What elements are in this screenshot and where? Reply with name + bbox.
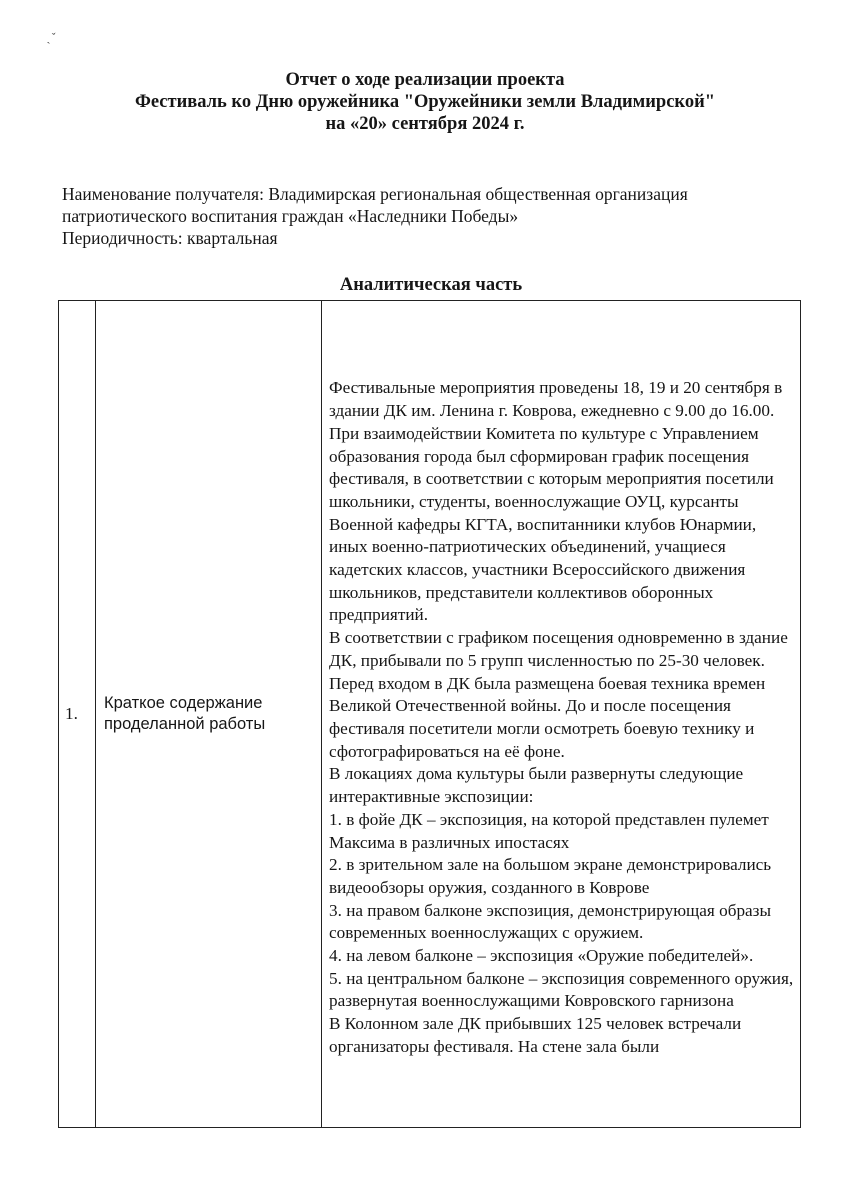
- table-row: [59, 301, 801, 1128]
- title-line-1: Отчет о ходе реализации проекта: [285, 70, 565, 90]
- content-list-item: 3. на правом балконе экспозиция, демонстрирующая образы современных военнослужащих с оружием.: [329, 900, 772, 943]
- content-paragraph: Перед входом в ДК была размещена боевая техника времен Великой Отечественной войны. До и после посещения фестиваля посетители могли осмотреть боевую технику и сфотографироваться на её фоне.: [329, 673, 766, 761]
- row-label: Краткое содержание проделанной работы: [96, 301, 322, 1128]
- row-number: 1.: [59, 301, 96, 1128]
- content-paragraph: В локациях дома культуры были развернуты следующие интерактивные экспозиции:: [329, 764, 744, 807]
- content-paragraph: В Колонном зале ДК прибывших 125 человек встречали организаторы фестиваля. На стене зала были: [329, 1014, 742, 1056]
- report-table: [58, 300, 801, 1128]
- row-content: [322, 301, 801, 1128]
- title-line-2: Фестиваль ко Дню оружейника "Оружейники земли Владимирской": [134, 92, 716, 112]
- content-paragraph: Фестивальные мероприятия проведены 18, 19 и 20 сентября в здании ДК им. Ленина г. Коврова, ежедневно с 9.00 до 16.00.: [329, 378, 783, 421]
- content-list-item: 4. на левом балконе – экспозиция «Оружие победителей».: [329, 946, 754, 966]
- content-paragraph: В соответствии с графиком посещения одновременно в здание ДК, прибывали по 5 групп численностью по 25-30 человек.: [329, 628, 788, 670]
- scan-mark: ˏ ˇ: [45, 31, 57, 45]
- section-title: Аналитическая часть: [339, 275, 523, 295]
- content-paragraph: При взаимодействии Комитета по культуре с Управлением образования города был сформирован график посещения фестиваля, в соответствии с которым мероприятия посетили школьники, студенты, военнослужащие ОУЦ, курсанты Военной кафедры КГТА, воспитанники клубов Юнармии, иных военно-патриотических объединений, учащиеся кадетских классов, участники Всероссийского движения школьников, представители коллективов оборонных предприятий.: [329, 423, 774, 625]
- content-list-item: 5. на центральном балконе – экспозиция современного оружия, развернутая военнослужащими Ковровского гарнизона: [329, 968, 794, 1011]
- content-list-item: 2. в зрительном зале на большом экране демонстрировались видеообзоры оружия, созданного в Коврове: [329, 855, 772, 897]
- title-line-3: на «20» сентября 2024 г.: [325, 114, 525, 134]
- recipient-line-1: Наименование получателя: Владимирская региональная общественная организация: [62, 184, 688, 204]
- document-title: [0, 69, 850, 135]
- content-list-item: 1. в фойе ДК – экспозиция, на которой представлен пулемет Максима в различных ипостасях: [329, 809, 769, 852]
- recipient-info: [62, 183, 799, 249]
- periodicity: Периодичность: квартальная: [62, 228, 278, 248]
- recipient-line-2: патриотического воспитания граждан «Наследники Победы»: [62, 206, 519, 226]
